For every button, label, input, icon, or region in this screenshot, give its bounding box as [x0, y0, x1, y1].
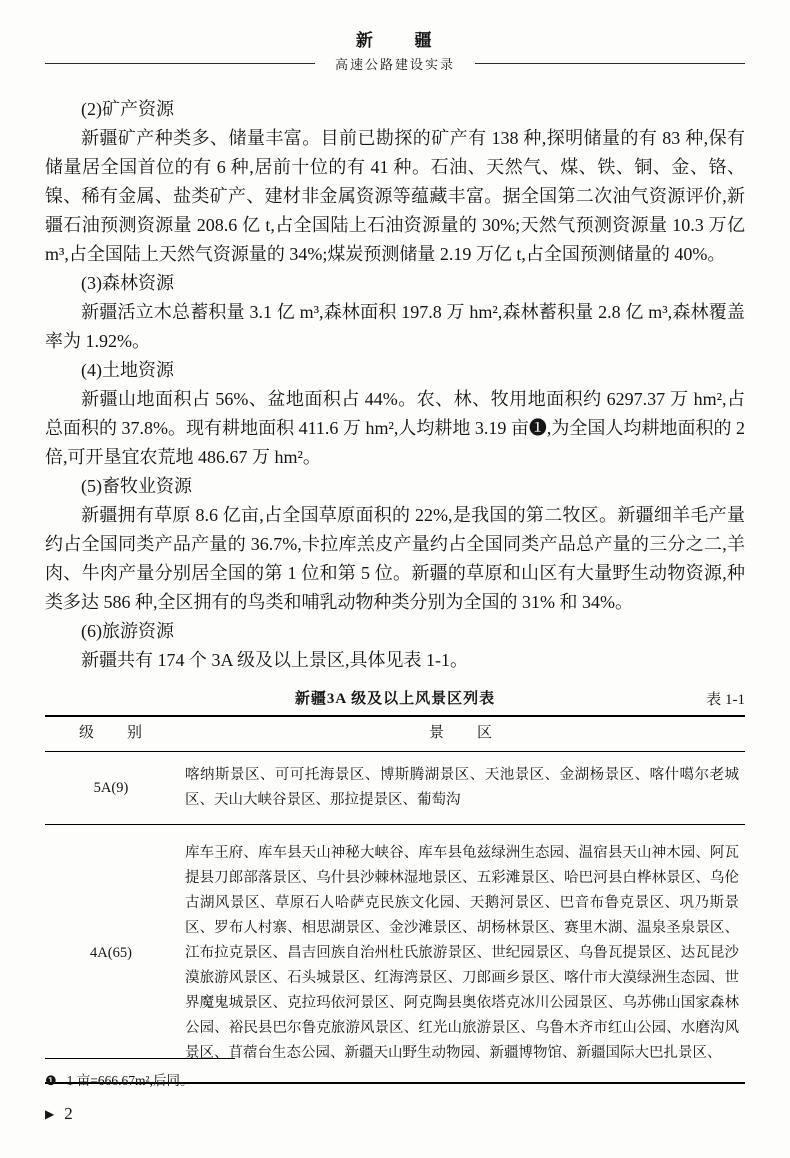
book-title: 新 疆: [355, 31, 435, 50]
paragraph-tourism: 新疆共有 174 个 3A 级及以上景区,具体见表 1-1。: [81, 650, 468, 670]
section-heading-land: (4)土地资源: [81, 360, 174, 380]
running-head-subtitle-row: [45, 54, 745, 73]
running-head: [45, 26, 745, 73]
paragraph-husbandry: 新疆拥有草原 8.6 亿亩,占全国草原面积的 22%,是我国的第二牧区。新疆细羊毛产量约占全国同类产品产量的 36.7%,卡拉库羔皮产量约占全国同类产品总产量的三分之二,羊肉、牛肉产量分别居全国的第 1 位和第 5 位。新疆的草原和山区有大量野生动物资源,种类多达 586 种,全区拥有的鸟类和哺乳动物种类分别为全国的 31% 和 34%。: [45, 505, 745, 612]
book-subtitle: 高速公路建设实录: [335, 57, 456, 72]
scenic-cell-5a: 喀纳斯景区、可可托海景区、博斯腾湖景区、天池景区、金湖杨景区、喀什噶尔老城区、天山大峡谷景区、那拉提景区、葡萄沟: [185, 767, 739, 808]
footnote-divider: [45, 1058, 235, 1059]
table-reference-number: 表 1-1: [706, 692, 745, 708]
table-caption-row: [45, 687, 745, 709]
header-rule-left: [45, 63, 315, 64]
footnote-marker: ❶: [45, 1073, 57, 1088]
paragraph-mineral: 新疆矿产种类多、储量丰富。目前已勘探的矿产有 138 种,探明储量的有 83 种,保有储量居全国首位的有 6 种,居前十位的有 41 种。石油、天然气、煤、铁、铜、金、铬、镍、稀有金属、盐类矿产、建材非金属资源等蕴藏丰富。据全国第二次油气资源评价,新疆石油预测资源量 208.6 亿 t,占全国陆上石油资源量的 30%;天然气预测资源量 10.3 万亿 m³,占全国陆上天然气资源量的 34%;煤炭预测储量 2.19 万亿 t,占全国预测储量的 40%。: [45, 128, 745, 264]
section-heading-forest: (3)森林资源: [81, 273, 174, 293]
section-heading-mineral: (2)矿产资源: [81, 99, 174, 119]
table-row: [45, 752, 745, 825]
header-rule-right: [475, 63, 745, 64]
table-header-row: [45, 716, 745, 752]
scenic-cell-4a: 库车王府、库车县天山神秘大峡谷、库车县龟兹绿洲生态园、温宿县天山神木园、阿瓦提县刀郎部落景区、乌什县沙棘林湿地景区、五彩滩景区、哈巴河县白桦林景区、乌伦古湖风景区、草原石人哈萨克民族文化园、天鹅河景区、巴音布鲁克景区、巩乃斯景区、罗布人村寨、相思湖景区、金沙滩景区、胡杨林景区、赛里木湖、温泉圣泉景区、江布拉克景区、昌吉回族自治州杜氏旅游景区、世纪园景区、乌鲁瓦提景区、达瓦昆沙漠旅游风景区、石头城景区、红海湾景区、刀郎画乡景区、喀什市大漠绿洲生态园、世界魔鬼城景区、克拉玛依河景区、阿克陶县奥依塔克冰川公园景区、乌苏佛山国家森林公园、裕民县巴尔鲁克旅游风景区、红光山旅游景区、乌鲁木齐市红山公园、水磨沟风景区、苜蓿台生态公园、新疆天山野生动物园、新疆博物馆、新疆国际大巴扎景区、: [177, 825, 745, 1084]
column-header-level: 级 别: [45, 716, 177, 752]
section-heading-tourism: (6)旅游资源: [81, 621, 174, 641]
paragraph-forest: 新疆活立木总蓄积量 3.1 亿 m³,森林面积 197.8 万 hm²,森林蓄积量 2.8 亿 m³,森林覆盖率为 1.92%。: [45, 302, 745, 351]
page-number: 2: [64, 1104, 73, 1123]
level-cell-4a: 4A(65): [45, 825, 177, 1084]
footnote-line: [45, 1069, 745, 1089]
footnote: [45, 1058, 745, 1089]
page-footer: [45, 1104, 73, 1124]
level-cell-5a: 5A(9): [93, 779, 129, 796]
column-header-scenic: 景 区: [177, 716, 745, 752]
paragraph-land: 新疆山地面积占 56%、盆地面积占 44%。农、林、牧用地面积约 6297.37 万 hm²,占总面积的 37.8%。现有耕地面积 411.6 万 hm²,人均耕地 3.19 亩❶,为全国人均耕地面积的 2 倍,可开垦宜农荒地 486.67 万 hm²。: [45, 389, 745, 467]
table-caption: 新疆3A 级及以上风景区列表: [294, 691, 496, 707]
scenic-area-table: [45, 715, 745, 1084]
page-arrow-icon: ▶: [45, 1107, 55, 1121]
page-content: [45, 95, 745, 675]
footnote-text: 1 亩=666.67m²,后同。: [66, 1073, 194, 1088]
section-heading-husbandry: (5)畜牧业资源: [81, 476, 192, 496]
scenic-area-table-block: [45, 687, 745, 1084]
table-row: [45, 825, 745, 1084]
